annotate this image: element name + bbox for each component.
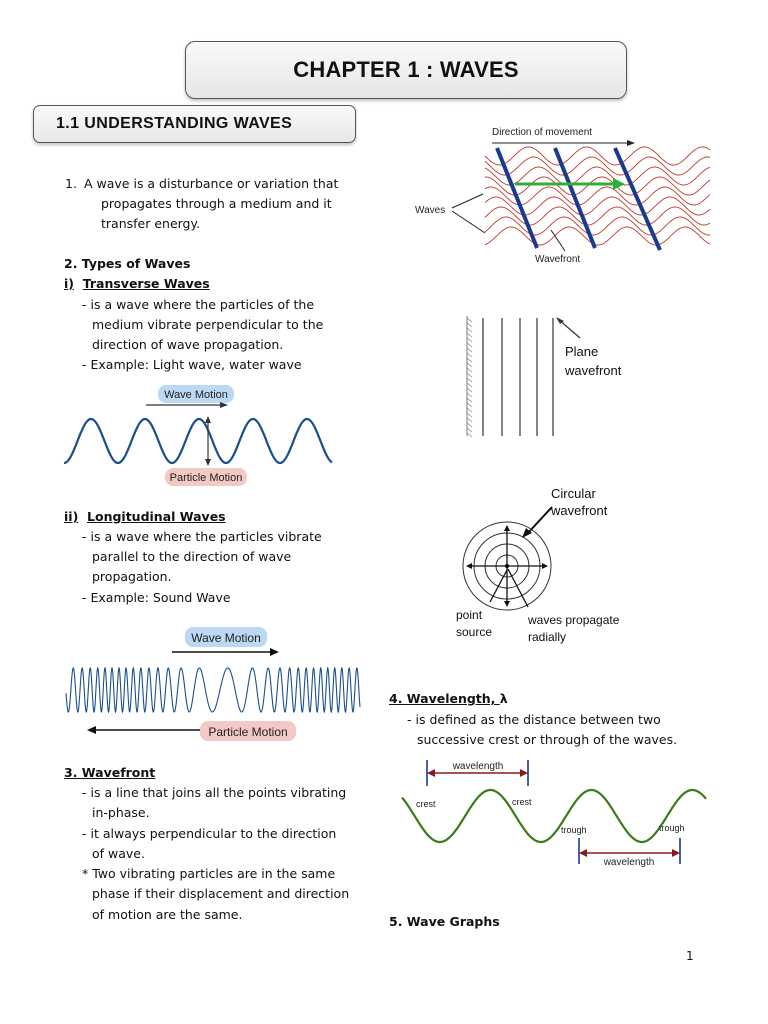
transverse-line: - is a wave where the particles of the <box>82 297 315 312</box>
source-pointer <box>490 570 507 602</box>
hatch-mark <box>467 323 472 327</box>
transverse-line: medium vibrate perpendicular to the <box>92 317 324 332</box>
lambda-symbol: λ <box>499 691 508 706</box>
hatch-mark <box>467 353 472 357</box>
hatch-mark <box>467 368 472 372</box>
chapter-title-box <box>185 41 627 99</box>
plane-label: wavefront <box>565 363 622 378</box>
wavefront-line: of motion are the same. <box>92 907 243 922</box>
hatch-mark <box>467 388 472 392</box>
circular-label: Circular <box>551 486 596 501</box>
hatch-mark <box>467 343 472 347</box>
hatch-mark <box>467 403 472 407</box>
longitudinal-num: ii) <box>64 509 79 524</box>
hatch-mark <box>467 333 472 337</box>
wavelength-top-label: wavelength <box>452 761 504 772</box>
arrowhead-right-icon <box>672 849 680 857</box>
red-wave-line <box>485 157 710 175</box>
wavelength-bottom-label: wavelength <box>603 857 655 868</box>
section-title: 1.1 UNDERSTANDING WAVES <box>56 115 293 132</box>
red-wave-line <box>485 207 710 225</box>
page-number: 1 <box>686 949 694 963</box>
longitudinal-line: - is a wave where the particles vibrate <box>82 529 322 544</box>
transverse-line: direction of wave propagation. <box>92 337 284 352</box>
wavelength-heading <box>389 689 508 709</box>
hatch-mark <box>467 358 472 362</box>
waves-pointer <box>452 194 483 208</box>
trough-label: trough <box>659 823 685 833</box>
circular-pointer <box>527 507 552 534</box>
hatch-mark <box>467 408 472 412</box>
wavefront-line: - it always perpendicular to the direction <box>82 826 337 841</box>
green-wave-curve <box>402 790 706 842</box>
item1-line: A wave is a disturbance or variation that <box>84 176 339 191</box>
transverse-wave-diagram <box>60 383 335 488</box>
transverse-wave-curve <box>64 419 332 463</box>
item1-line: transfer energy. <box>101 216 201 231</box>
plane-label: Plane <box>565 344 599 359</box>
crest-label: crest <box>416 799 436 809</box>
wavefront-label: Wavefront <box>535 254 581 265</box>
hatch-mark <box>467 328 472 332</box>
circular-label: wavefront <box>551 503 608 518</box>
arrowhead-left-icon <box>579 849 587 857</box>
wavefront-line: of wave. <box>92 846 145 861</box>
hatch-mark <box>467 398 472 402</box>
longitudinal-bottom-label: Particle Motion <box>208 725 288 739</box>
wavefront-line: - is a line that joins all the points vibrating <box>82 785 347 800</box>
red-wave-lines <box>485 147 710 245</box>
arrowhead-left-icon <box>87 726 96 734</box>
hatch-mark <box>467 383 472 387</box>
wavefront-heading: 3. Wavefront <box>64 765 156 780</box>
arrowhead-left-icon <box>427 769 435 777</box>
hatch-mark <box>467 423 472 427</box>
item1-line: propagates through a medium and it <box>101 196 332 211</box>
red-wave-line <box>485 227 710 245</box>
hatch-mark <box>467 338 472 342</box>
wavefront-line: in-phase. <box>92 805 150 820</box>
transverse-num: i) <box>64 276 74 291</box>
arrowhead-icon <box>627 140 635 146</box>
source-label: source <box>456 625 493 639</box>
longitudinal-wave-curve <box>66 668 360 712</box>
transverse-line: - Example: Light wave, water wave <box>82 357 302 372</box>
transverse-title: Transverse Waves <box>82 276 210 291</box>
hatch-mark <box>467 433 472 437</box>
wavefront-line: phase if their displacement and direction <box>92 886 350 901</box>
waves-label: Waves <box>415 205 446 216</box>
trough-label: trough <box>561 825 587 835</box>
chapter-title: CHAPTER 1 : WAVES <box>293 57 519 82</box>
plane-wavefront-figure <box>460 312 660 442</box>
blue-wavefront-line <box>497 148 537 248</box>
transverse-heading <box>64 274 210 294</box>
wave-graphs-heading: 5. Wave Graphs <box>389 914 500 929</box>
blue-wavefront-line <box>555 148 595 248</box>
hatch-mark <box>467 378 472 382</box>
circular-wavefront-figure <box>450 482 650 647</box>
hatch-mark <box>467 373 472 377</box>
longitudinal-wave-diagram <box>62 625 364 743</box>
transverse-bottom-label: Particle Motion <box>169 472 243 484</box>
longitudinal-top-label: Wave Motion <box>191 631 261 645</box>
wavelength-line: - is defined as the distance between two <box>407 712 661 727</box>
hatch-mark <box>467 413 472 417</box>
longitudinal-line: propagation. <box>92 569 172 584</box>
red-wave-line <box>485 167 710 185</box>
arrowhead-icon <box>270 648 279 656</box>
hatch-mark <box>467 393 472 397</box>
radial-arrows <box>469 528 545 604</box>
direction-label: Direction of movement <box>492 127 593 138</box>
arrowhead-right-icon <box>520 769 528 777</box>
wavefront-line: * Two vibrating particles are in the same <box>82 866 336 881</box>
arrowhead-down-icon <box>205 459 211 466</box>
longitudinal-line: parallel to the direction of wave <box>92 549 292 564</box>
red-wave-line <box>485 177 710 195</box>
hatch-mark <box>467 428 472 432</box>
arrowhead-up-icon <box>205 416 211 423</box>
red-wave-line <box>485 147 710 165</box>
longitudinal-title: Longitudinal Waves <box>87 509 226 524</box>
radial-label: radially <box>528 630 567 644</box>
hatch-mark <box>467 418 472 422</box>
item1-number: 1. <box>65 176 77 191</box>
crest-label: crest <box>512 797 532 807</box>
hatch-mark <box>467 363 472 367</box>
source-label: point <box>456 608 483 622</box>
hatch-mark <box>467 318 472 322</box>
wavelength-heading-text: 4. Wavelength, <box>389 691 500 706</box>
radial-label: waves propagate <box>528 613 620 627</box>
wavelength-diagram <box>396 756 709 868</box>
longitudinal-heading <box>64 507 226 527</box>
wavelength-line: successive crest or through of the waves. <box>417 732 678 747</box>
hatch-mark <box>467 348 472 352</box>
types-heading: 2. Types of Waves <box>64 256 191 271</box>
wavefront-figure <box>405 118 710 268</box>
waves-pointer <box>452 211 485 233</box>
longitudinal-line: - Example: Sound Wave <box>82 590 231 605</box>
section-title-box <box>33 105 356 143</box>
transverse-top-label: Wave Motion <box>164 389 228 401</box>
